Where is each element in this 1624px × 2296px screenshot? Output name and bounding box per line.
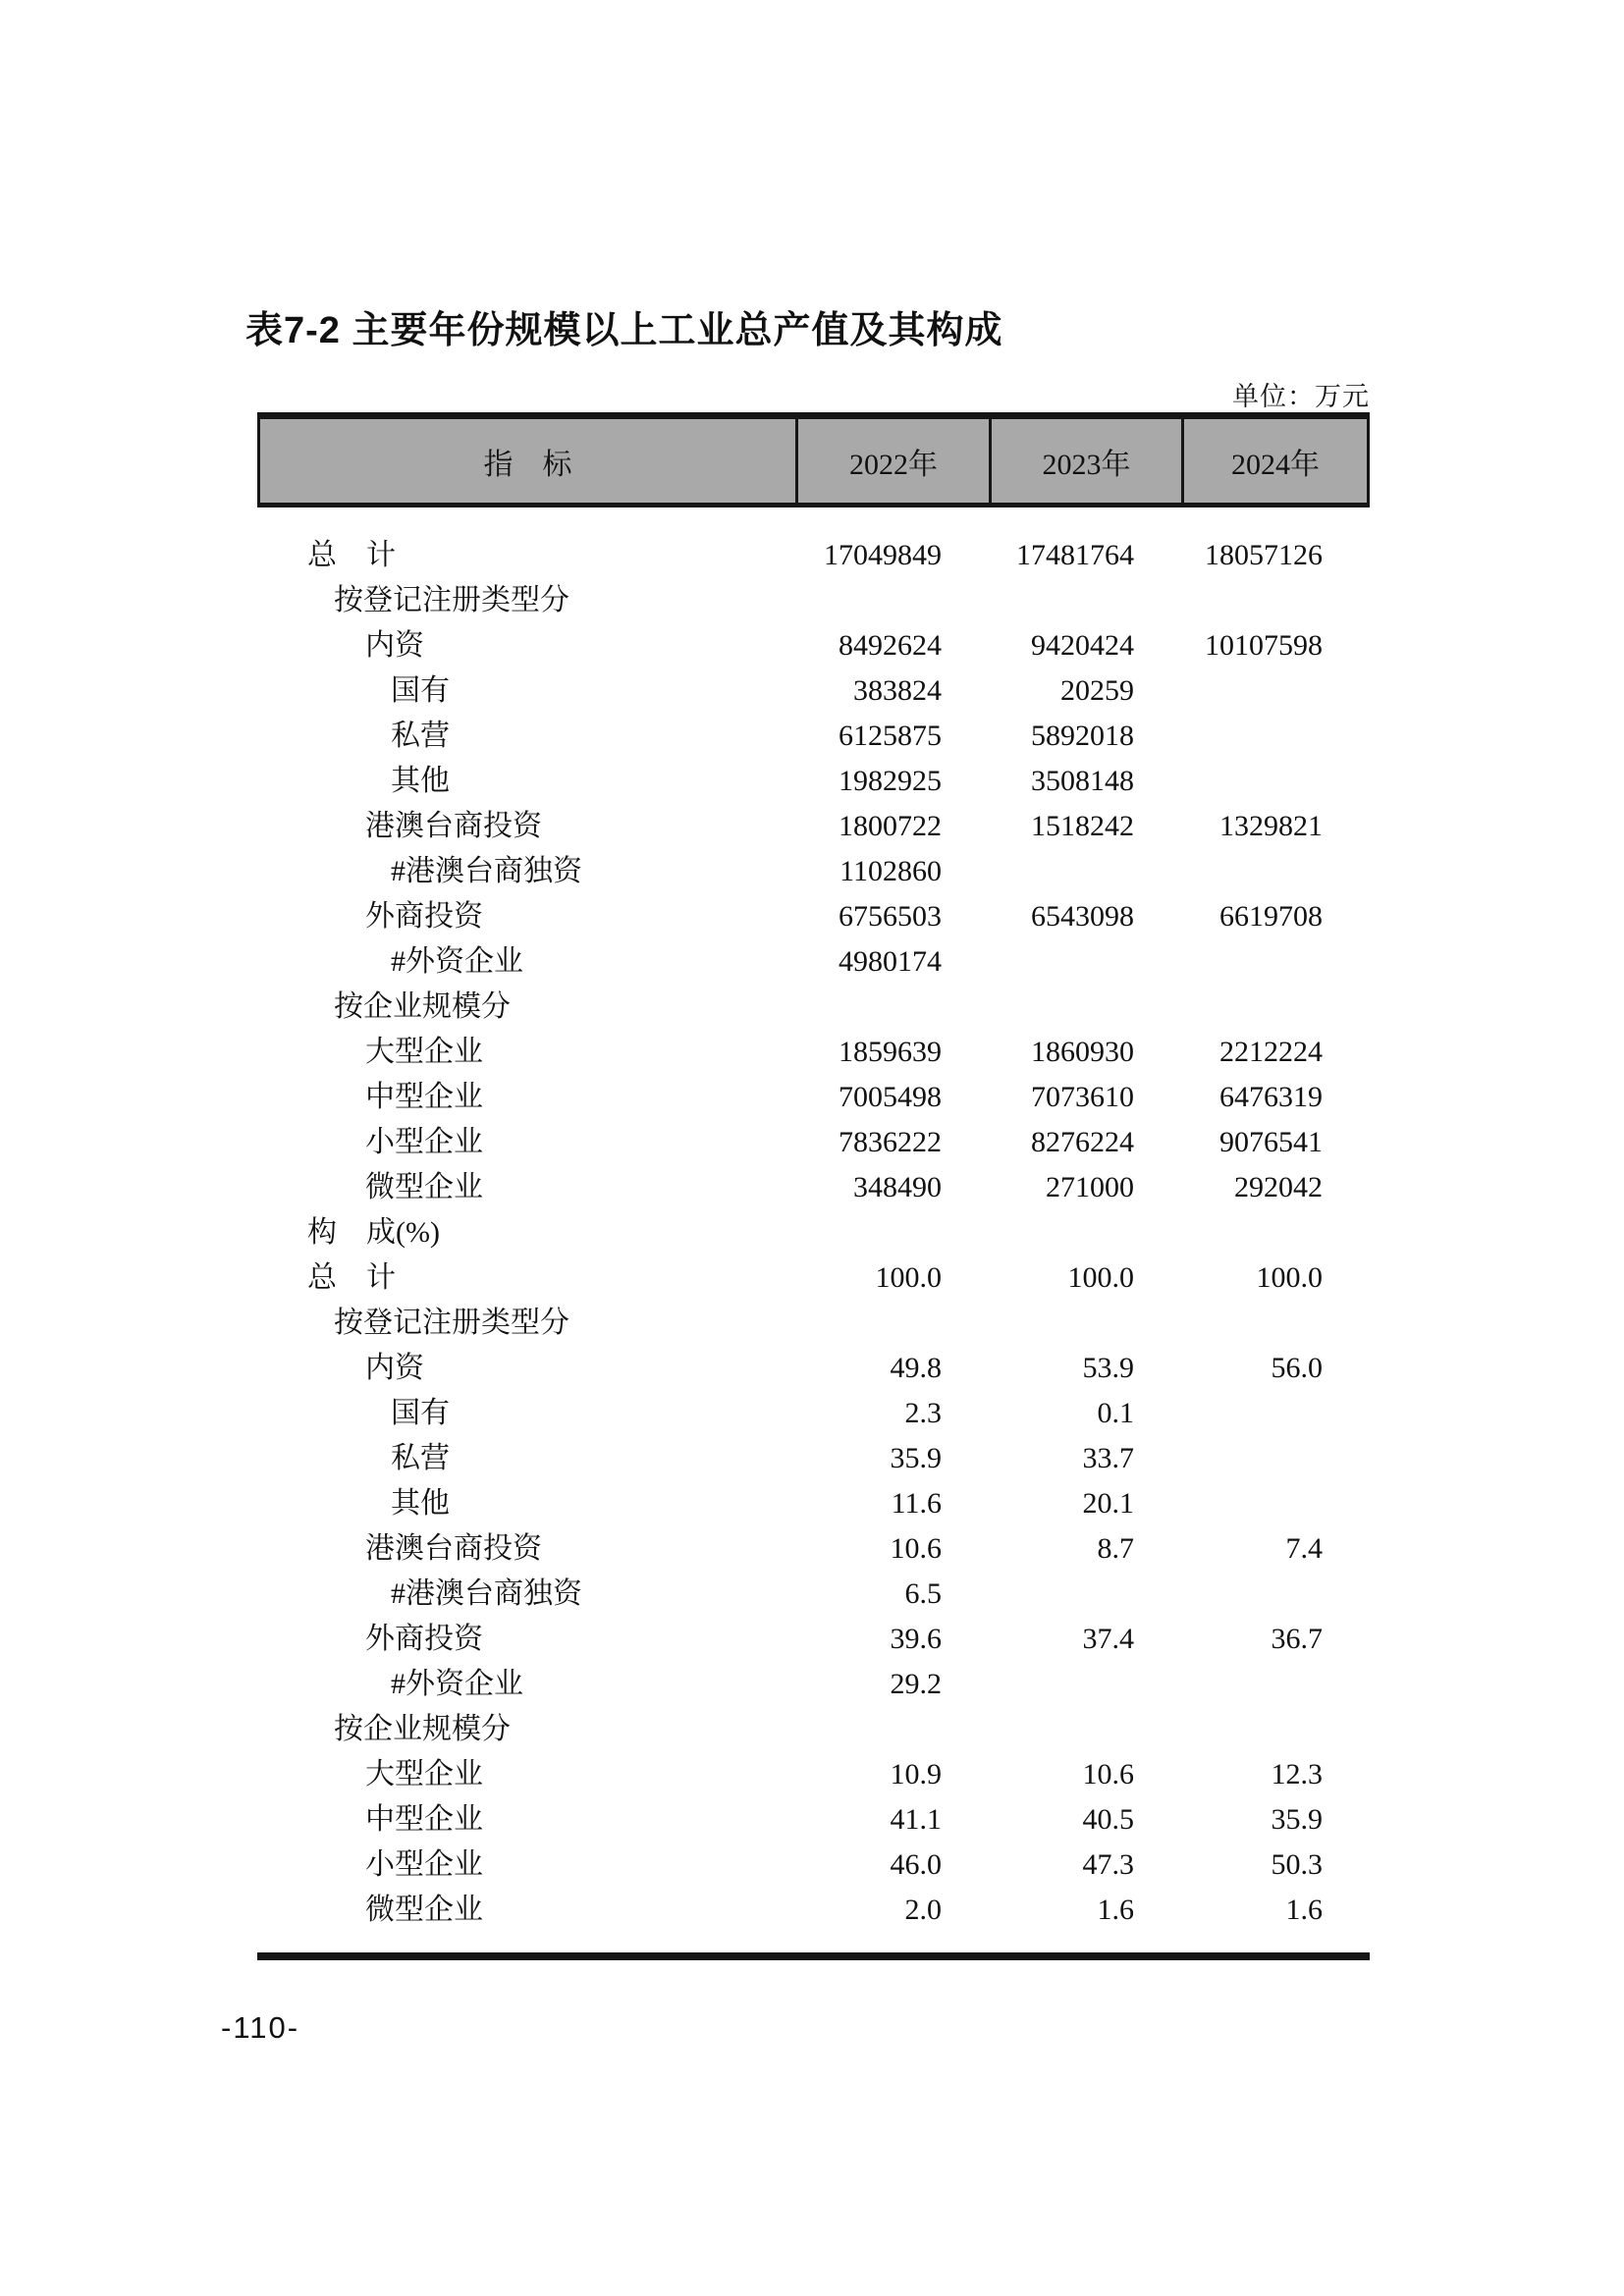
row-value-2023年: 8276224 (1031, 1126, 1134, 1158)
table-row (257, 939, 1370, 985)
row-value-2022年: 39.6 (890, 1623, 942, 1655)
row-label: 国有 (391, 674, 450, 707)
row-value-2022年 (795, 1210, 989, 1255)
row-value-2022年: 10.9 (890, 1758, 942, 1790)
row-label: 按企业规模分 (334, 1713, 511, 1745)
row-value-2024年: 36.7 (1271, 1623, 1323, 1655)
row-value-2023年: 33.7 (1082, 1442, 1134, 1474)
row-value-2022年: 11.6 (891, 1487, 942, 1520)
row-label: #港澳台商独资 (391, 1577, 582, 1610)
row-value-2024年 (1181, 668, 1370, 714)
table-row (257, 849, 1370, 894)
row-value-2023年: 9420424 (1031, 629, 1134, 662)
row-label: 港澳台商投资 (365, 810, 542, 842)
stats-table (257, 412, 1370, 1960)
row-value-2022年: 7836222 (839, 1126, 942, 1158)
row-value-2024年: 35.9 (1271, 1803, 1323, 1836)
row-value-2024年: 6476319 (1219, 1081, 1323, 1113)
row-label: 中型企业 (365, 1803, 483, 1836)
table-row (257, 1075, 1370, 1120)
row-label: 私营 (391, 720, 450, 752)
table-row (257, 804, 1370, 849)
table-row (257, 1797, 1370, 1842)
row-label: 大型企业 (365, 1758, 483, 1790)
row-label: #外资企业 (391, 1668, 523, 1700)
row-value-2022年: 35.9 (890, 1442, 942, 1474)
row-value-2023年: 6543098 (1031, 900, 1134, 933)
row-value-2023年: 1.6 (1097, 1894, 1134, 1926)
row-value-2022年: 41.1 (890, 1803, 942, 1836)
row-value-2022年: 1800722 (839, 810, 942, 842)
row-value-2022年 (795, 1301, 989, 1346)
table-row (257, 1210, 1370, 1255)
table-row (257, 668, 1370, 714)
row-label: 其他 (391, 765, 450, 797)
table-row (257, 533, 1370, 578)
row-value-2022年: 383824 (853, 674, 942, 707)
row-value-2023年: 1860930 (1031, 1036, 1134, 1068)
row-value-2024年 (1181, 1210, 1370, 1255)
table-row (257, 1752, 1370, 1797)
row-value-2024年 (1181, 1481, 1370, 1526)
table-row (257, 1436, 1370, 1481)
row-value-2022年: 49.8 (890, 1352, 942, 1384)
table-row (257, 1888, 1370, 1933)
row-value-2022年: 29.2 (890, 1668, 942, 1700)
row-value-2023年: 271000 (1046, 1171, 1134, 1203)
row-value-2024年 (1181, 1572, 1370, 1617)
row-value-2023年 (989, 939, 1181, 985)
table-row (257, 1481, 1370, 1526)
row-value-2024年 (1181, 849, 1370, 894)
row-value-2024年: 10107598 (1205, 629, 1323, 662)
row-label: #港澳台商独资 (391, 855, 582, 887)
row-value-2022年: 1102860 (839, 855, 942, 887)
row-label: 中型企业 (365, 1081, 483, 1113)
row-value-2024年: 18057126 (1205, 539, 1323, 571)
table-row (257, 1255, 1370, 1301)
row-value-2022年: 10.6 (890, 1532, 942, 1565)
row-value-2023年: 20.1 (1082, 1487, 1134, 1520)
row-value-2024年 (1181, 939, 1370, 985)
row-value-2024年: 12.3 (1271, 1758, 1323, 1790)
row-label: 港澳台商投资 (365, 1532, 542, 1565)
table-row (257, 1707, 1370, 1752)
row-value-2023年: 20259 (1060, 674, 1134, 707)
column-header-2023: 2023年 (989, 419, 1181, 503)
column-header-2024: 2024年 (1181, 419, 1367, 503)
row-value-2022年: 6125875 (839, 720, 942, 752)
row-value-2024年: 6619708 (1219, 900, 1323, 933)
row-value-2023年 (989, 1210, 1181, 1255)
table-row (257, 714, 1370, 759)
table-row (257, 1346, 1370, 1391)
row-value-2022年: 8492624 (839, 629, 942, 662)
row-value-2022年: 2.3 (904, 1397, 942, 1429)
table-row (257, 1120, 1370, 1165)
column-header-2022: 2022年 (795, 419, 989, 503)
row-value-2023年: 53.9 (1082, 1352, 1134, 1384)
row-value-2022年: 6756503 (839, 900, 942, 933)
table-row (257, 894, 1370, 939)
row-value-2024年 (1181, 985, 1370, 1030)
row-label: 微型企业 (365, 1894, 483, 1926)
page-number: -110- (221, 2010, 300, 2045)
table-header-row (257, 419, 1370, 507)
row-value-2022年: 1859639 (839, 1036, 942, 1068)
row-value-2024年: 7.4 (1285, 1532, 1323, 1565)
row-label: 私营 (391, 1442, 450, 1474)
row-label: 大型企业 (365, 1036, 483, 1068)
table-row (257, 1301, 1370, 1346)
row-value-2024年 (1181, 1391, 1370, 1436)
row-value-2022年: 2.0 (904, 1894, 942, 1926)
row-label: 其他 (391, 1487, 450, 1520)
unit-note: 单位：万元 (1232, 382, 1370, 411)
table-row (257, 1842, 1370, 1888)
row-value-2023年: 1518242 (1031, 810, 1134, 842)
table-row (257, 1165, 1370, 1210)
row-value-2023年: 0.1 (1097, 1397, 1134, 1429)
table-row (257, 1572, 1370, 1617)
row-value-2022年: 1982925 (839, 765, 942, 797)
table-body (257, 507, 1370, 1952)
row-value-2023年 (989, 1572, 1181, 1617)
row-value-2024年 (1181, 1301, 1370, 1346)
row-value-2022年: 46.0 (890, 1848, 942, 1881)
row-value-2024年 (1181, 714, 1370, 759)
row-value-2024年: 1.6 (1285, 1894, 1323, 1926)
row-value-2024年: 56.0 (1271, 1352, 1323, 1384)
column-header-indicator: 指 标 (483, 448, 572, 481)
row-value-2023年: 47.3 (1082, 1848, 1134, 1881)
row-value-2022年 (795, 1707, 989, 1752)
row-label: 按登记注册类型分 (334, 1307, 569, 1339)
row-value-2023年: 7073610 (1031, 1081, 1134, 1113)
row-label: 小型企业 (365, 1126, 483, 1158)
row-value-2024年: 2212224 (1219, 1036, 1323, 1068)
row-value-2022年 (795, 578, 989, 623)
row-label: 内资 (365, 629, 424, 662)
row-value-2022年 (795, 985, 989, 1030)
table-row (257, 1526, 1370, 1572)
table-row (257, 985, 1370, 1030)
row-value-2023年 (989, 1662, 1181, 1707)
row-label: 外商投资 (365, 900, 483, 933)
table-row (257, 623, 1370, 668)
table-row (257, 1617, 1370, 1662)
row-value-2024年 (1181, 1436, 1370, 1481)
row-label: 构 成(%) (307, 1216, 440, 1249)
row-label: 按登记注册类型分 (334, 584, 569, 616)
row-label: 外商投资 (365, 1623, 483, 1655)
row-label: 微型企业 (365, 1171, 483, 1203)
row-value-2022年: 4980174 (839, 945, 942, 978)
row-value-2023年: 100.0 (1067, 1261, 1134, 1294)
row-value-2023年 (989, 578, 1181, 623)
row-value-2023年: 40.5 (1082, 1803, 1134, 1836)
row-value-2023年: 5892018 (1031, 720, 1134, 752)
row-value-2023年 (989, 1707, 1181, 1752)
row-value-2024年: 50.3 (1271, 1848, 1323, 1881)
row-value-2022年: 7005498 (839, 1081, 942, 1113)
row-value-2024年 (1181, 1662, 1370, 1707)
row-value-2022年: 17049849 (824, 539, 942, 571)
row-value-2022年: 6.5 (904, 1577, 942, 1610)
row-label: 国有 (391, 1397, 450, 1429)
row-value-2024年: 100.0 (1256, 1261, 1323, 1294)
row-value-2023年: 10.6 (1082, 1758, 1134, 1790)
row-value-2023年 (989, 985, 1181, 1030)
row-value-2022年: 348490 (853, 1171, 942, 1203)
row-value-2024年 (1181, 1707, 1370, 1752)
table-row (257, 1030, 1370, 1075)
row-label: 内资 (365, 1352, 424, 1384)
row-label: 按企业规模分 (334, 990, 511, 1023)
row-value-2024年 (1181, 578, 1370, 623)
row-label: 小型企业 (365, 1848, 483, 1881)
row-value-2024年: 292042 (1234, 1171, 1323, 1203)
row-value-2023年: 37.4 (1082, 1623, 1134, 1655)
table-title: 表7-2 主要年份规模以上工业总产值及其构成 (245, 310, 1003, 351)
row-value-2024年 (1181, 759, 1370, 804)
row-value-2023年: 8.7 (1097, 1532, 1134, 1565)
row-value-2023年 (989, 1301, 1181, 1346)
row-value-2022年: 100.0 (875, 1261, 942, 1294)
row-value-2023年: 17481764 (1016, 539, 1134, 571)
row-value-2024年: 1329821 (1219, 810, 1323, 842)
row-label: #外资企业 (391, 945, 523, 978)
table-row (257, 578, 1370, 623)
row-label: 总 计 (307, 1261, 396, 1294)
row-value-2023年: 3508148 (1031, 765, 1134, 797)
row-value-2024年: 9076541 (1219, 1126, 1323, 1158)
table-row (257, 759, 1370, 804)
row-value-2023年 (989, 849, 1181, 894)
table-row (257, 1662, 1370, 1707)
row-label: 总 计 (307, 539, 396, 571)
table-row (257, 1391, 1370, 1436)
